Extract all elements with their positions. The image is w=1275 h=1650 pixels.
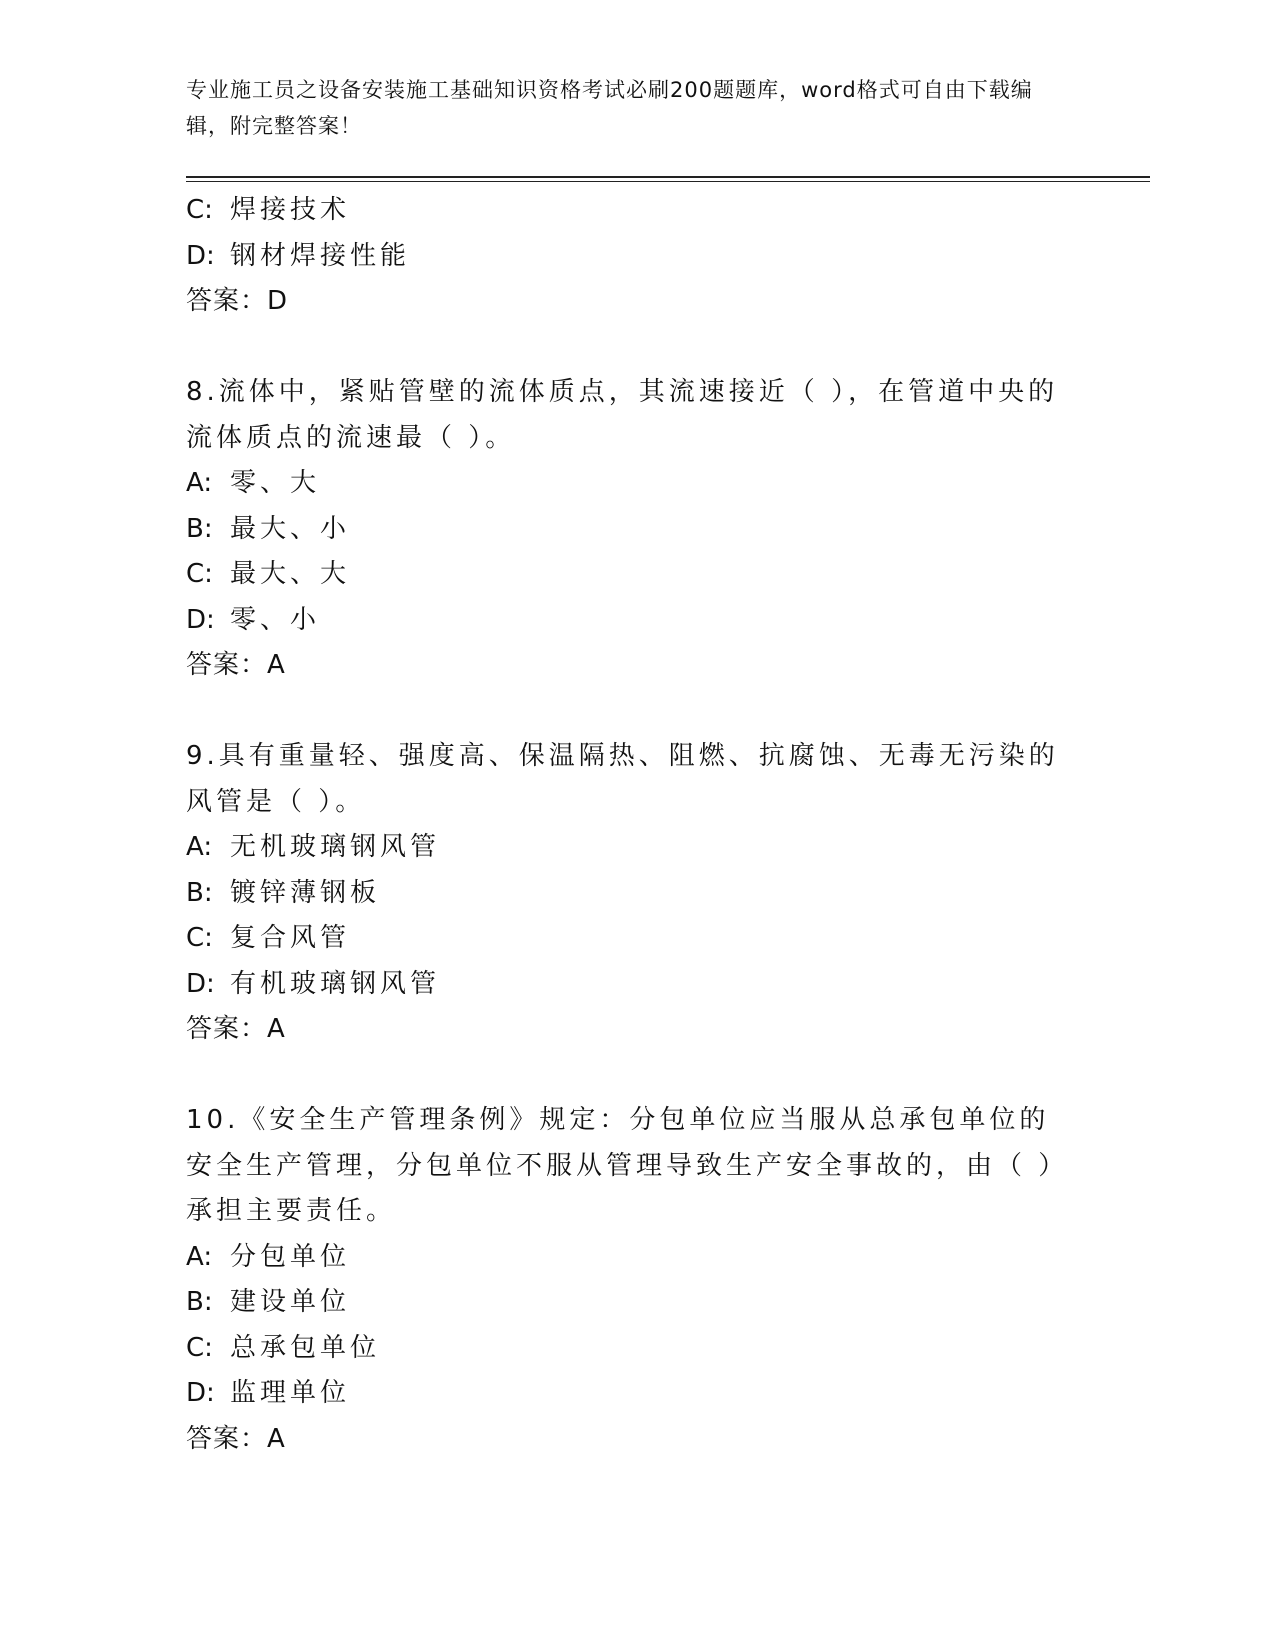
option-text: 建设单位 <box>230 1287 351 1317</box>
option-letter: D: <box>186 240 215 271</box>
spacer <box>186 325 1086 371</box>
header-divider-thin <box>186 181 1150 182</box>
option-letter: D: <box>186 1378 215 1408</box>
option-letter: B: <box>186 513 213 544</box>
option-letter: A: <box>186 468 213 498</box>
option-line <box>186 234 1086 280</box>
option-text: 最大、大 <box>230 559 351 589</box>
option-text: 有机玻璃钢风管 <box>230 968 441 999</box>
option-line <box>186 507 1086 553</box>
header-divider-thick <box>186 176 1150 178</box>
option-text: 焊接技术 <box>230 195 351 225</box>
option-line <box>186 598 1086 644</box>
carryover-block <box>186 188 1086 325</box>
option-text: 钢材焊接性能 <box>230 240 411 271</box>
option-line <box>186 1326 1086 1372</box>
question-block <box>186 1098 1086 1462</box>
option-text: 复合风管 <box>230 923 351 953</box>
option-line <box>186 1235 1086 1281</box>
option-letter: B: <box>186 1287 213 1317</box>
option-line <box>186 962 1086 1008</box>
spacer <box>186 689 1086 735</box>
question-stem: 9.具有重量轻、强度高、保温隔热、阻燃、抗腐蚀、无毒无污染的风管是（ ）。 <box>186 741 1059 817</box>
option-text: 零、大 <box>230 468 321 498</box>
option-letter: C: <box>186 195 213 225</box>
option-letter: C: <box>186 559 213 589</box>
question-stem: 8.流体中，紧贴管壁的流体质点，其流速接近（ ），在管道中央的流体质点的流速最（ ）。 <box>186 377 1059 453</box>
option-line <box>186 461 1086 507</box>
option-line <box>186 916 1086 962</box>
question-block <box>186 370 1086 689</box>
answer-line: 答案：A <box>186 650 286 680</box>
question-stem: 10.《安全生产管理条例》规定：分包单位应当服从总承包单位的安全生产管理，分包单位不服从管理导致生产安全事故的，由（ ）承担主要责任。 <box>186 1105 1056 1226</box>
option-letter: C: <box>186 1332 213 1363</box>
option-line <box>186 1371 1086 1417</box>
answer-line: 答案：D <box>186 286 289 316</box>
option-text: 零、小 <box>230 604 321 635</box>
option-line <box>186 552 1086 598</box>
option-letter: A: <box>186 1241 213 1272</box>
option-text: 总承包单位 <box>230 1332 381 1363</box>
option-text: 无机玻璃钢风管 <box>230 832 441 862</box>
option-letter: D: <box>186 604 215 635</box>
option-text: 分包单位 <box>230 1241 351 1272</box>
option-line <box>186 1280 1086 1326</box>
option-text: 镀锌薄钢板 <box>230 877 381 908</box>
question-block <box>186 734 1086 1053</box>
option-text: 监理单位 <box>230 1378 351 1408</box>
option-letter: B: <box>186 877 213 908</box>
option-letter: D: <box>186 968 215 999</box>
option-line <box>186 188 1086 234</box>
option-letter: C: <box>186 923 213 953</box>
answer-line: 答案：A <box>186 1014 286 1044</box>
option-text: 最大、小 <box>230 513 351 544</box>
option-line <box>186 825 1086 871</box>
option-letter: A: <box>186 832 213 862</box>
option-line <box>186 871 1086 917</box>
answer-line: 答案：A <box>186 1423 286 1454</box>
document-header: 专业施工员之设备安装施工基础知识资格考试必刷200题题库，word格式可自由下载编辑，附完整答案！ <box>186 78 1033 138</box>
question-content <box>186 188 1086 1462</box>
spacer <box>186 1053 1086 1099</box>
